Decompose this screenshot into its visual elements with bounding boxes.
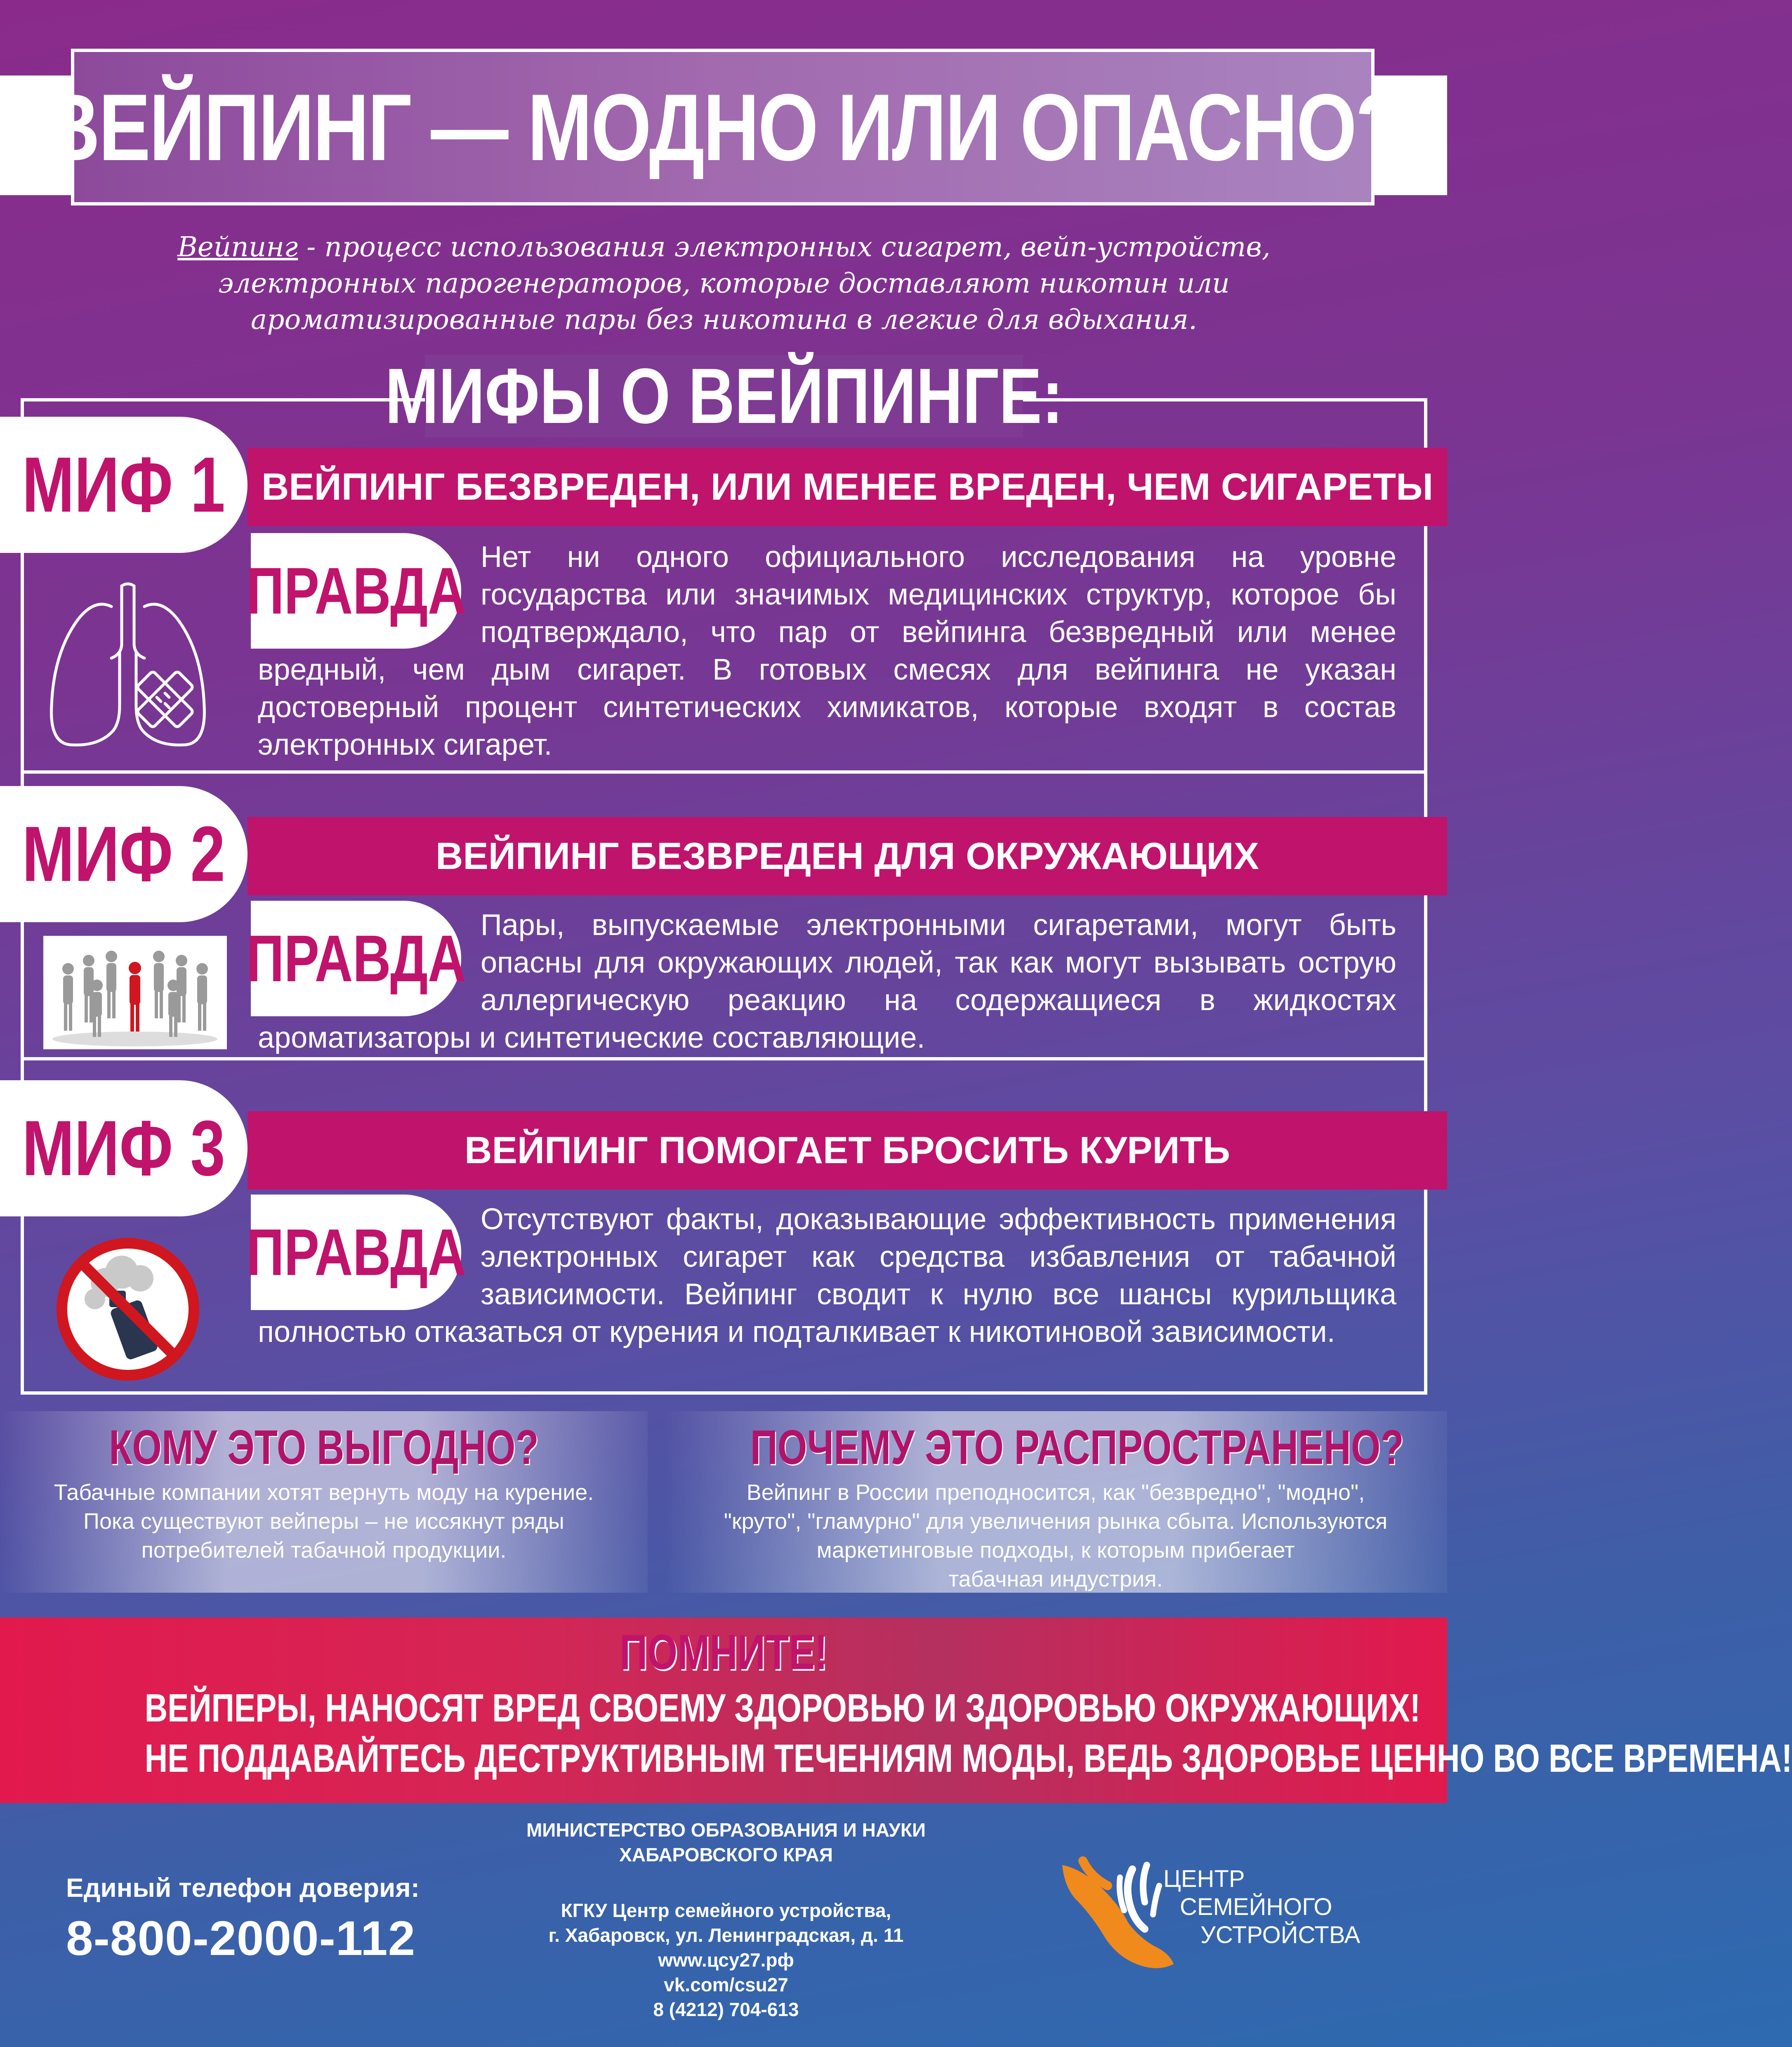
definition-text: - процесс использования электронных сигарет, вейп-устройств, электронных парогенераторов, которые доставляют никотин или ароматизированные пары без никотина в легкие для вдыхания. [218,231,1271,335]
remember-line-1: ВЕЙПЕРЫ, НАНОСЯТ ВРЕД СВОЕМУ ЗДОРОВЬЮ И ЗДОРОВЬЮ ОКРУЖАЮЩИХ! [144,1686,1421,1730]
hotline-number[interactable]: 8-800-2000-112 [66,1911,416,1966]
panel-left-line: Пока существуют вейперы – не иссякнут ряды [83,1509,564,1534]
no-vaping-icon [56,1237,200,1381]
myth-1-statement-bar [248,448,1447,526]
myths-title: МИФЫ О ВЕЙПИНГЕ: [384,352,1063,440]
panel-right-title: ПОЧЕМУ ЭТО РАСПРОСТРАНЕНО? [750,1420,1404,1475]
myth-1-truth-text: Нет ни одного официального исследования на уровне государства или значимых медицинских структур, которое бы подтверждало, что пар от вейпинга безвредный или менее вредный, чем дым сигарет. В готовых смесях для вейпинга не указан достоверный процент синтетических химикатов, которые входят в состав электронных сигарет. [258,541,1396,761]
org-contacts [487,1898,965,2022]
remember-line-2: НЕ ПОДДАВАЙТЕСЬ ДЕСТРУКТИВНЫМ ТЕЧЕНИЯМ МОДЫ, ВЕДЬ ЗДОРОВЬЕ ЦЕННО ВО ВСЕ ВРЕМЕНА! [144,1736,1792,1780]
myth-3-truth-label: ПРАВДА [246,1215,466,1289]
myth-2-truth-text: Пары, выпускаемые электронными сигаретами, могут быть опасны для окружающих людей, так как могут вызывать острую аллергическую реакцию на содержащиеся в жидкостях ароматизаторы и синтетические составляющие. [258,909,1396,1054]
panel-left-line: Табачные компании хотят вернуть моду на курение. [54,1480,594,1505]
myth-3-tab [0,1080,248,1216]
myth-2-statement: ВЕЙПИНГ БЕЗВРЕДЕН ДЛЯ ОКРУЖАЮЩИХ [435,835,1259,877]
lungs-icon [45,582,210,755]
myth-2-tab [0,786,248,922]
people-group-icon [43,936,227,1049]
ministry-line: МИНИСТЕРСТВО ОБРАЗОВАНИЯ И НАУКИ [526,1819,926,1841]
myth-3-label: МИФ 3 [22,1105,226,1192]
myth-1-truth-label: ПРАВДА [246,554,466,628]
remember-title: ПОМНИТЕ! [620,1624,828,1680]
panel-why-widespread [664,1411,1447,1593]
ministry-name [487,1818,965,1867]
org-address: г. Хабаровск, ул. Ленинградская, д. 11 [548,1924,904,1946]
panel-left-title: КОМУ ЭТО ВЫГОДНО? [109,1420,539,1475]
hotline-label: Единый телефон доверия: [66,1873,420,1903]
ministry-line: ХАБАРОВСКОГО КРАЯ [619,1844,833,1865]
logo-line: СЕМЕЙНОГО [1180,1894,1332,1920]
org-name: КГКУ Центр семейного устройства, [561,1900,891,1921]
myth-3-statement-bar [248,1111,1447,1190]
panel-right-line: "круто", "гламурно" для увеличения рынка сбыта. Используются [724,1509,1388,1534]
page-title: ВЕЙПИНГ — МОДНО ИЛИ ОПАСНО? [44,74,1402,180]
definition-term: Вейпинг [177,231,298,263]
myth-3-statement: ВЕЙПИНГ ПОМОГАЕТ БРОСИТЬ КУРИТЬ [465,1129,1230,1171]
logo-line: ЦЕНТР [1163,1865,1245,1892]
panel-right-line: табачная индустрия. [948,1567,1163,1591]
myth-1-truth [258,538,1396,764]
panel-right-line: маркетинговые подходы, к которым прибегает [816,1538,1295,1563]
logo-text [1163,1865,1360,1949]
myth-1-statement: ВЕЙПИНГ БЕЗВРЕДЕН, ИЛИ МЕНЕЕ ВРЕДЕН, ЧЕМ СИГАРЕТЫ [261,465,1434,508]
org-phone[interactable]: 8 (4212) 704-613 [653,1999,799,2020]
myth-2-truth [258,907,1396,1057]
myth-3-truth-text: Отсутствуют факты, доказывающие эффективность применения электронных сигарет как средства избавления от табачной зависимости. Вейпинг сводит к нулю все шансы курильщика полностью отказаться от курения и подталкивает к никотиновой зависимости. [258,1203,1396,1348]
org-vk-link[interactable]: vk.com/csu27 [664,1974,788,1995]
org-website-link[interactable]: www.цсу27.рф [658,1949,794,1971]
title-box [44,49,1402,205]
myth-1-tab [0,417,248,553]
logo-line: УСТРОЙСТВА [1200,1922,1361,1948]
myth-3-truth [258,1201,1396,1351]
myth-2-statement-bar [248,817,1447,895]
myth-2-truth-label: ПРАВДА [246,921,466,995]
myth-2-label: МИФ 2 [22,810,226,898]
remember-band [0,1617,1792,1803]
panel-right-line: Вейпинг в России преподносится, как "безвредно", "модно", [746,1480,1365,1505]
panel-who-benefits [0,1411,648,1593]
myth-1-label: МИФ 1 [22,441,226,529]
panel-left-line: потребителей табачной продукции. [141,1538,507,1563]
definition [74,229,1374,338]
